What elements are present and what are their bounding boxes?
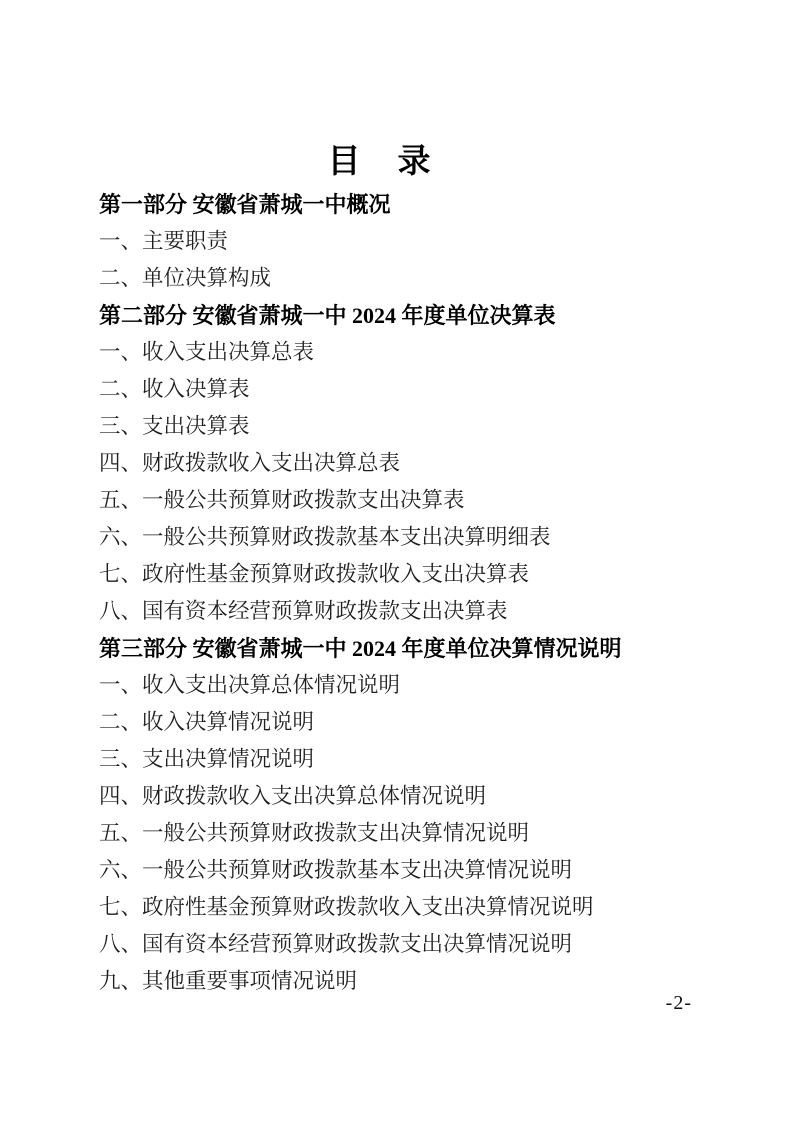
toc-item: 六、一般公共预算财政拨款基本支出决算明细表 [99, 525, 551, 549]
toc-item: 四、财政拨款收入支出决算总表 [99, 451, 401, 475]
toc-item: 三、支出决算表 [99, 414, 250, 438]
toc-item: 八、国有资本经营预算财政拨款支出决算情况说明 [99, 932, 573, 956]
toc-item: 九、其他重要事项情况说明 [99, 969, 358, 993]
toc-item: 四、财政拨款收入支出决算总体情况说明 [99, 784, 487, 808]
page-number: -2- [665, 992, 692, 1014]
toc-item: 一、收入支出决算总体情况说明 [99, 673, 401, 697]
toc-item: 二、单位决算构成 [99, 266, 272, 290]
toc-item: 三、支出决算情况说明 [99, 747, 315, 771]
toc-item: 一、收入支出决算总表 [99, 340, 315, 364]
page-title: 目 录 [327, 144, 433, 180]
toc-item: 一、主要职责 [99, 229, 229, 253]
toc-section-heading: 第二部分 安徽省萧城一中 2024 年度单位决算表 [99, 303, 556, 328]
toc-item: 八、国有资本经营预算财政拨款支出决算表 [99, 599, 508, 623]
toc-item: 七、政府性基金预算财政拨款收入支出决算表 [99, 562, 530, 586]
toc-item: 五、一般公共预算财政拨款支出决算表 [99, 488, 465, 512]
toc-section-heading: 第一部分 安徽省萧城一中概况 [99, 192, 391, 217]
toc-item: 七、政府性基金预算财政拨款收入支出决算情况说明 [99, 895, 594, 919]
toc-item: 二、收入决算表 [99, 377, 250, 401]
toc-item: 六、一般公共预算财政拨款基本支出决算情况说明 [99, 858, 573, 882]
table-of-contents [0, 182, 793, 1000]
toc-section-heading: 第三部分 安徽省萧城一中 2024 年度单位决算情况说明 [99, 636, 622, 661]
toc-item: 二、收入决算情况说明 [99, 710, 315, 734]
toc-item: 五、一般公共预算财政拨款支出决算情况说明 [99, 821, 530, 845]
